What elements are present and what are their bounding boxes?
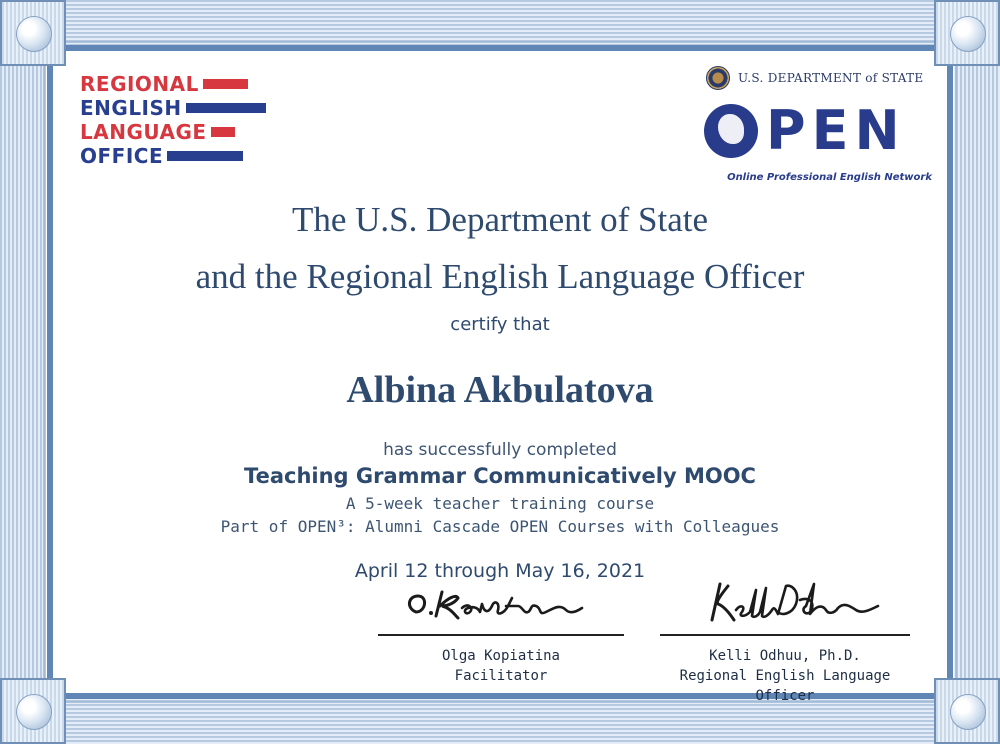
relo-logo-line: OFFICE: [80, 144, 164, 168]
course-dates: April 12 through May 16, 2021: [354, 560, 646, 582]
corner-ornament-top-right: [934, 0, 1000, 66]
relo-logo-line: ENGLISH: [80, 96, 182, 120]
corner-ornament-bottom-right: [934, 678, 1000, 744]
open-logo-word: PEN: [766, 99, 906, 162]
signature-line: [660, 634, 910, 636]
relo-bar: [167, 151, 243, 161]
dos-header: [706, 66, 923, 90]
corner-ornament-bottom-left: [0, 678, 66, 744]
relo-bar: [203, 79, 248, 89]
course-subtitle: A 5-week teacher training course: [345, 494, 655, 513]
signature-block-relo: [660, 570, 910, 706]
relo-bar: [186, 103, 266, 113]
relo-logo-line: REGIONAL: [80, 72, 199, 96]
signature-block-facilitator: [376, 578, 626, 686]
relo-logo: [80, 72, 266, 168]
completed-text: has successfully completed: [383, 440, 617, 460]
relo-logo-line: LANGUAGE: [80, 120, 207, 144]
signature-image: [660, 570, 910, 630]
signature-line: [378, 634, 624, 636]
signer-name: Kelli Odhuu, Ph.D.: [709, 648, 861, 664]
relo-bar: [211, 127, 235, 137]
certificate-title-line-1: The U.S. Department of State: [291, 200, 708, 239]
signature-image: [376, 578, 626, 630]
signer-name: Olga Kopiatina: [441, 648, 560, 664]
globe-icon: [704, 104, 758, 158]
signer-role: Regional English Language Officer: [679, 668, 891, 704]
certify-text: certify that: [450, 314, 550, 335]
dos-label: U.S. DEPARTMENT of STATE: [738, 71, 924, 85]
corner-ornament-top-left: [0, 0, 66, 66]
open-logo: [704, 99, 906, 162]
course-program: Part of OPEN³: Alumni Cascade OPEN Courses with Colleagues: [220, 517, 780, 536]
certificate-title-line-2: and the Regional English Language Officer: [195, 257, 805, 296]
recipient-name: Albina Akbulatova: [346, 369, 654, 411]
course-title: Teaching Grammar Communicatively MOOC: [244, 464, 756, 488]
state-seal-icon: [706, 66, 730, 90]
open-tagline: Online Professional English Network: [727, 172, 932, 183]
signer-role: Facilitator: [454, 668, 548, 684]
